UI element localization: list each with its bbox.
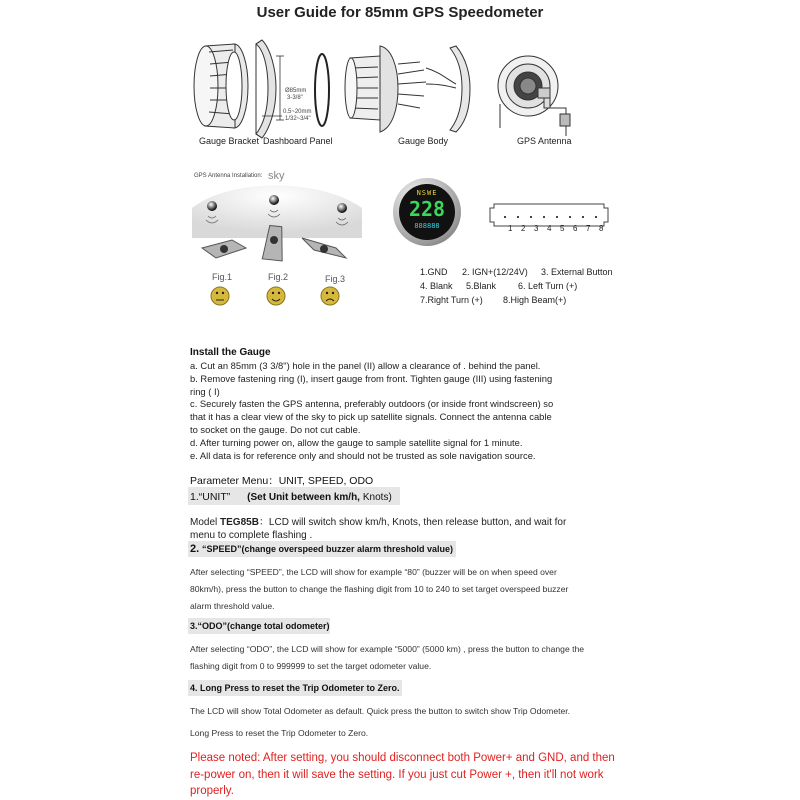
satellite-left [207, 201, 217, 211]
pin-label-4: 4 [547, 224, 552, 233]
menu-heading [190, 473, 373, 488]
unit-heading [190, 491, 392, 503]
fig3-antenna [302, 238, 346, 258]
o-ring-illustration [315, 54, 329, 126]
speed-line: alarm threshold value. [190, 601, 275, 611]
pin-label-2: 2 [521, 224, 526, 233]
speed-line: After selecting “SPEED”, the LCD will show for example “80” (buzzer will be on when speed over [190, 567, 557, 577]
caption-dashboard-panel: Dashboard Panel [263, 136, 333, 146]
fig1-antenna [202, 240, 246, 258]
pin-legend-6: 6. Left Turn (+) [518, 281, 578, 291]
unit-heading-desc: (Set Unit between km/h, [247, 492, 360, 503]
page-title: User Guide for 85mm GPS Speedometer [256, 4, 544, 21]
install-line: to socket on the gauge. Do not cut cable. [190, 423, 361, 435]
heading-display: NSWE [416, 189, 438, 197]
install-instructions [190, 360, 553, 462]
pin-legend-5: 5.Blank [466, 281, 497, 291]
warning-line: re-power on, then it will save the setting. If you just cut Power +, then it'll not work [190, 768, 604, 781]
dim-diameter: Ø85mm [285, 88, 307, 94]
dim-thickness: 0.5~20mm [283, 109, 312, 115]
reset-line-1: The LCD will show Total Odometer as default. Quick press the button to switch show Trip Odometer. [190, 706, 571, 716]
install-line: a. Cut an 85mm (3 3/8") hole in the panel (II) allow a clearance of . behind the panel. [190, 360, 541, 371]
pin-legend-7: 7.Right Turn (+) [420, 295, 483, 305]
pin-legend-4: 4. Blank [420, 281, 453, 291]
install-line: d. After turning power on, allow the gauge to sample satellite signal for 1 minute. [190, 436, 523, 448]
gps-install-label: GPS Antenna Installation: [194, 173, 263, 179]
install-heading: Install the Gauge [190, 347, 271, 358]
gps-install-diagram [190, 168, 365, 313]
pin-legend-2: 2. IGN+(12/24V) [462, 267, 528, 277]
speed-heading-text: “SPEED”(change overspeed buzzer alarm threshold value) [201, 544, 454, 554]
satellite-right [337, 203, 347, 213]
odo-line: flashing digit from 0 to 999999 to set the target odometer value. [190, 661, 432, 671]
odometer-display: 888888 [414, 222, 440, 230]
fig2-label: Fig.2 [268, 272, 289, 282]
install-line: ring ( I) [190, 385, 220, 397]
speed-line: 80km/h), press the button to change the flashing digit from 10 to 240 to set target overspeed buzzer [190, 584, 569, 594]
install-line: that it has a clear view of the sky to pick up satellite signals. Connect the antenna cable [190, 411, 552, 423]
pin-legend-3: 3. External Button [541, 267, 613, 277]
unit-heading-knots: Knots [362, 492, 389, 503]
gauge-screen [399, 184, 455, 240]
warning-line: Please noted: After setting, you should disconnect both Power+ and GND, and then [190, 752, 615, 764]
pin-label-6: 6 [573, 224, 578, 233]
model-name: TEG85B [220, 517, 259, 528]
model-label: Model [190, 517, 218, 528]
menu-heading-text: Parameter Menu：UNIT, SPEED, ODO [190, 475, 374, 487]
gps-antenna-illustration [498, 56, 570, 136]
unit-line-1-text: ：LCD will switch show km/h, Knots, then release button, and wait for [258, 517, 567, 528]
warning-line: properly. [190, 785, 234, 797]
unit-line-2: menu to complete flashing . [190, 530, 313, 541]
install-line: b. Remove fastening ring (I), insert gauge from front. Tighten gauge (III) using fastening [190, 372, 553, 384]
gauge-bracket-illustration [194, 44, 248, 128]
pin-label-8: 8 [599, 224, 604, 233]
odo-heading: 3.“ODO”(change total odometer) [190, 621, 330, 631]
speed-display: 228 [408, 197, 446, 221]
fig1-face-icon [211, 287, 229, 305]
unit-line-1 [190, 513, 566, 528]
pin-legend-8: 8.High Beam(+) [503, 295, 567, 305]
warning-note [190, 750, 615, 800]
fig3-label: Fig.3 [325, 274, 346, 284]
dim-diameter-inch: 3-3/8" [287, 95, 303, 101]
gauge-body-illustration [345, 46, 470, 132]
unit-heading-title: 1.“UNIT” [190, 491, 231, 503]
caption-gauge-bracket: Gauge Bracket [199, 136, 260, 146]
fig2-face-icon [267, 287, 285, 305]
pin-legend-1: 1.GND [420, 267, 448, 277]
speed-heading [190, 543, 453, 555]
odo-line: After selecting “ODO”, the LCD will show for example “5000” (5000 km) , press the button to change the [190, 644, 585, 654]
install-line: e. All data is for reference only and should not be trusted as sole navigation source. [190, 449, 536, 461]
caption-gauge-body: Gauge Body [398, 136, 449, 146]
odo-description [190, 641, 584, 675]
speed-heading-num: 2. [190, 543, 200, 555]
pin-label-3: 3 [534, 224, 539, 233]
pin-label-1: 1 [508, 224, 513, 233]
unit-heading-close: ) [388, 492, 392, 503]
satellite-center [269, 195, 279, 205]
pin-label-7: 7 [586, 224, 591, 233]
fig1-label: Fig.1 [212, 272, 233, 282]
dashboard-panel-illustration [256, 40, 284, 138]
fig3-face-icon [321, 287, 339, 305]
sky-label: sky [268, 170, 285, 182]
gauge-bezel [393, 178, 461, 246]
reset-heading: 4. Long Press to reset the Trip Odometer to Zero. [190, 683, 400, 693]
dim-thickness-inch: 1/32~3/4" [285, 116, 311, 122]
speed-description [190, 564, 568, 615]
install-line: c. Securely fasten the GPS antenna, preferably outdoors (or inside front windscreen) so [190, 398, 554, 410]
reset-line-2: Long Press to reset the Trip Odometer to Zero. [190, 728, 369, 738]
pin-label-5: 5 [560, 224, 565, 233]
caption-gps-antenna: GPS Antenna [517, 136, 572, 146]
